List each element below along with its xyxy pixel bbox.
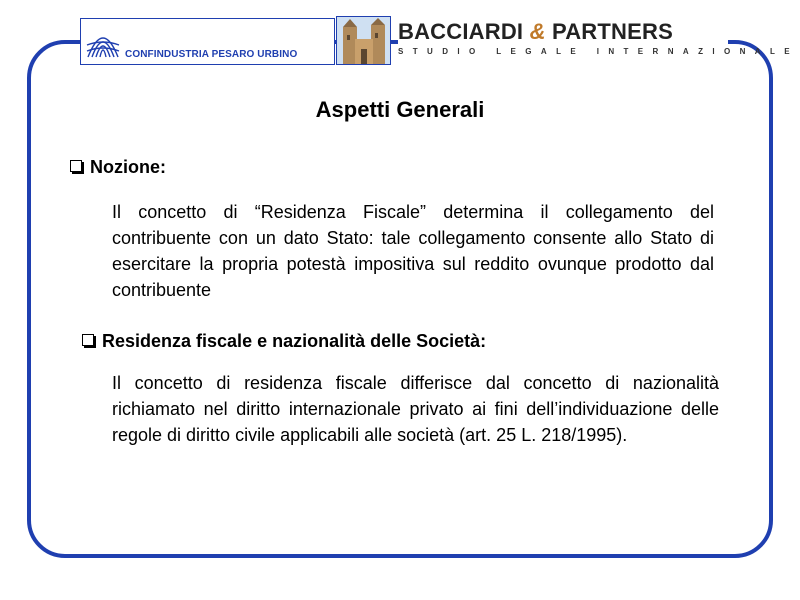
section-heading-label: Nozione:: [90, 157, 166, 177]
firm-name-ampersand: &: [529, 19, 546, 44]
section-body-nozione: Il concetto di “Residenza Fiscale” determina il collegamento del contribuente con un dato Stato: tale collegamento consente allo Stato di esercitare la propria potestà impositiva sul reddito ovunque prodotto dal contribuente: [112, 202, 714, 300]
firm-subtitle: STUDIO LEGALE INTERNAZIONALE: [398, 47, 799, 56]
section-heading-label: Residenza fiscale e nazionalità delle Società:: [102, 331, 487, 351]
checkbox-bullet-icon: [70, 160, 82, 172]
confindustria-mark-icon: [85, 23, 121, 59]
checkbox-bullet-icon: [82, 334, 94, 346]
building-photo: [336, 16, 391, 65]
section-heading-residenza: [82, 331, 486, 352]
firm-logo: [398, 19, 799, 56]
section-heading-nozione: [70, 157, 166, 178]
firm-name: [398, 19, 728, 45]
firm-name-part1: BACCIARDI: [398, 19, 524, 44]
confindustria-logo: [80, 18, 335, 65]
firm-name-part2: PARTNERS: [551, 19, 673, 44]
confindustria-logo-text: CONFINDUSTRIA PESARO URBINO: [125, 49, 298, 60]
slide-title: Aspetti Generali: [315, 97, 485, 122]
section-body-residenza: Il concetto di residenza fiscale differisce dal concetto di nazionalità richiamato nel diritto internazionale privato ai fini dell’individuazione delle regole di diritto civile applicabili alle società (art. 25 L. 218/1995).: [112, 373, 719, 445]
